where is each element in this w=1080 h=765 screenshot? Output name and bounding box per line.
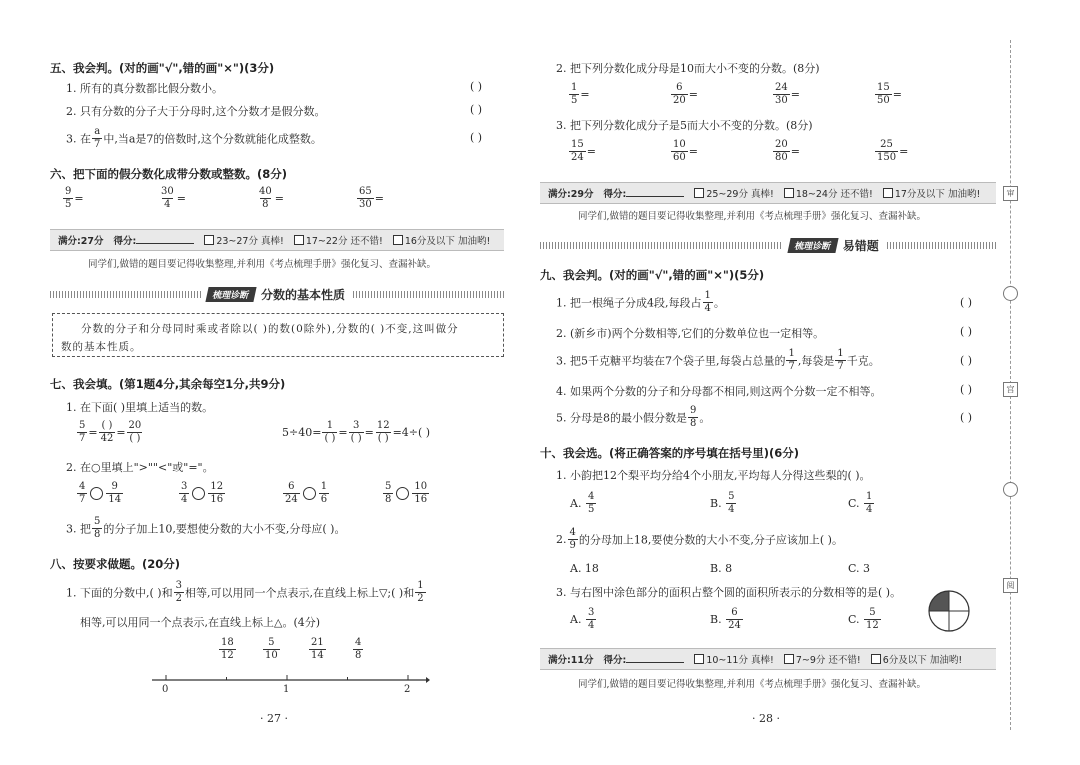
r-q3-frac-2: $\frac{10}{60}$ = (673, 139, 698, 163)
score-opt-3[interactable]: 16分及以下 加油哟! (393, 233, 490, 247)
diagnosis-banner-right (540, 239, 996, 251)
s7-q1-eq-b: 5÷40= $\frac{1}{( )}$ = $\frac{3}{( )}$ = $\frac{12}{( )}$ =4÷( ) (282, 420, 431, 444)
r-q2-frac-2: $\frac{6}{20}$ = (673, 82, 698, 106)
s6-frac-4: $\frac{65}{30}$ = (359, 186, 384, 210)
number-line-label-0: 0 (162, 684, 169, 695)
s10-q2-opt-b[interactable]: B. 8 (710, 562, 733, 575)
r-q2-heading: 2. 把下列分数化成分母是10而大小不变的分数。(8分) (556, 62, 820, 75)
s5-item-1: 1. 所有的真分数都比假分数小。 (66, 82, 223, 95)
s10-q3-opt-b[interactable]: B. $\frac{6}{24}$ (710, 607, 741, 631)
r-q3-frac-1: $\frac{15}{24}$ = (571, 139, 596, 163)
score-blank[interactable] (136, 233, 194, 244)
page-number-left: · 27 · (260, 712, 288, 725)
s5-item-3: 3. 在 $\frac{a}{7}$ 中,当a是7的倍数时,这个分数就能化成整数。 (66, 126, 322, 150)
s9-item-5: 5. 分母是8的最小假分数是 $\frac{9}{8}$ 。 (556, 405, 711, 429)
s7-q2-pair-4: $\frac{5}{8}$ $\frac{10}{16}$ (385, 481, 428, 505)
s7-q2-pair-3: $\frac{6}{24}$ $\frac{1}{6}$ (285, 481, 328, 505)
s9-item-5-paren[interactable]: ( ) (960, 411, 973, 424)
binding-hole-2 (1003, 482, 1018, 497)
compare-circle[interactable] (396, 487, 409, 500)
number-line (150, 672, 430, 696)
s10-q1-opt-b[interactable]: B. $\frac{5}{4}$ (710, 491, 735, 515)
score-got: 得分: (603, 189, 627, 200)
score-opt-1[interactable]: 23~27分 真棒! (204, 233, 283, 247)
score-opt-3[interactable]: 6分及以下 加油哟! (871, 652, 962, 666)
binding-mark-2: 宫 (1003, 382, 1018, 397)
note-right-1: 同学们,做错的题目要记得收集整理,并利用《考点梳理手册》强化复习、查漏补缺。 (578, 211, 927, 222)
score-opt-2[interactable]: 17~22分 还不错! (294, 233, 383, 247)
s10-q3-opt-a[interactable]: A. $\frac{3}{4}$ (570, 607, 595, 631)
s9-item-2: 2. (新乡市)两个分数相等,它们的分数单位也一定相等。 (556, 327, 825, 340)
section-7-heading: 七、我会填。(第1题4分,其余每空1分,共9分) (50, 377, 286, 391)
r-q2-frac-1: $\frac{1}{5}$ = (571, 82, 590, 106)
s7-q2-pair-1: $\frac{4}{7}$ $\frac{9}{14}$ (79, 481, 122, 505)
s9-item-3-paren[interactable]: ( ) (960, 354, 973, 367)
s8-q1-line-2: 相等,可以用同一个点表示,在直线上标上△。(4分) (80, 616, 321, 629)
score-bar-right-1 (540, 182, 996, 204)
binding-hole-1 (1003, 286, 1018, 301)
section-10-heading: 十、我会选。(将正确答案的序号填在括号里)(6分) (540, 446, 800, 460)
section-6-heading: 六、把下面的假分数化成带分数或整数。(8分) (50, 167, 288, 181)
r-q2-frac-3: $\frac{24}{30}$ = (775, 82, 800, 106)
s10-q2: 2. $\frac{4}{9}$ 的分母加上18,要使分数的大小不变,分子应该加上( )。 (556, 527, 843, 551)
s8-frac-4: $\frac{4}{8}$ (355, 637, 362, 661)
s8-frac-1: $\frac{18}{12}$ (221, 637, 234, 661)
compare-circle[interactable] (192, 487, 205, 500)
score-bar-right-2 (540, 648, 996, 670)
definition-line-1: 分数的分子和分母同时乘或者除以( )的数(0除外),分数的( )不变,这叫做分 (81, 323, 459, 335)
s9-item-3: 3. 把5千克糖平均装在7个袋子里,每袋占总量的 $\frac{1}{7}$ ,每袋是 $\frac{1}{7}$ 千克。 (556, 348, 880, 372)
compare-circle[interactable] (303, 487, 316, 500)
score-got: 得分: (603, 655, 627, 666)
compare-circle[interactable] (90, 487, 103, 500)
diagnosis-tag: 梳理诊断 (205, 287, 256, 302)
r-q3-frac-4: $\frac{25}{150}$ = (877, 139, 909, 163)
score-bar-left (50, 229, 504, 251)
s9-item-2-paren[interactable]: ( ) (960, 325, 973, 338)
s10-q2-opt-c[interactable]: C. 3 (848, 562, 871, 575)
score-opt-2[interactable]: 7~9分 还不错! (784, 652, 861, 666)
s6-frac-1: $\frac{9}{5}$ = (65, 186, 84, 210)
score-opt-3[interactable]: 17分及以下 加油哟! (883, 186, 980, 200)
quartered-circle-figure (927, 589, 971, 633)
s10-q2-opt-a[interactable]: A. 18 (570, 562, 599, 575)
page-number-right: · 28 · (752, 712, 780, 725)
s8-frac-2: $\frac{5}{10}$ (265, 637, 278, 661)
s9-item-1: 1. 把一根绳子分成4段,每段占 $\frac{1}{4}$ 。 (556, 290, 725, 314)
score-blank[interactable] (626, 652, 684, 663)
s10-q3: 3. 与右图中涂色部分的面积占整个圆的面积所表示的分数相等的是( )。 (556, 586, 902, 599)
s7-q1: 1. 在下面( )里填上适当的数。 (66, 401, 214, 414)
score-blank[interactable] (626, 186, 684, 197)
note-left: 同学们,做错的题目要记得收集整理,并利用《考点梳理手册》强化复习、查漏补缺。 (88, 259, 437, 270)
definition-box (52, 313, 504, 357)
s9-item-4-paren[interactable]: ( ) (960, 383, 973, 396)
section-8-heading: 八、按要求做题。(20分) (50, 557, 181, 571)
score-opt-2[interactable]: 18~24分 还不错! (784, 186, 873, 200)
binding-mark-1: 审 (1003, 186, 1018, 201)
section-5-heading: 五、我会判。(对的画"√",错的画"×")(3分) (50, 61, 275, 75)
s10-q1-opt-c[interactable]: C. $\frac{1}{4}$ (848, 491, 873, 515)
diagnosis-title: 分数的基本性质 (261, 287, 346, 302)
s7-q1-eq-a: $\frac{5}{7}$ = $\frac{( )}{42}$ = $\frac{20}{( )}$ (79, 420, 142, 444)
score-got: 得分: (113, 236, 137, 247)
note-right-2: 同学们,做错的题目要记得收集整理,并利用《考点梳理手册》强化复习、查漏补缺。 (578, 679, 927, 690)
r-q2-frac-4: $\frac{15}{50}$ = (877, 82, 902, 106)
s6-frac-3: $\frac{40}{8}$ = (259, 186, 284, 210)
s5-item-2-paren[interactable]: ( ) (470, 103, 483, 116)
score-full: 满分:29分 (548, 189, 594, 200)
s10-q1-opt-a[interactable]: A. $\frac{4}{5}$ (570, 491, 595, 515)
diagnosis-banner-left (50, 288, 504, 300)
s7-q2-pair-2: $\frac{3}{4}$ $\frac{12}{16}$ (181, 481, 224, 505)
score-opt-1[interactable]: 25~29分 真棒! (694, 186, 773, 200)
score-full: 满分:11分 (548, 655, 594, 666)
s9-item-1-paren[interactable]: ( ) (960, 296, 973, 309)
s5-item-2: 2. 只有分数的分子大于分母时,这个分数才是假分数。 (66, 105, 326, 118)
diagnosis-tag: 梳理诊断 (787, 238, 838, 253)
score-opt-1[interactable]: 10~11分 真棒! (694, 652, 773, 666)
r-q3-heading: 3. 把下列分数化成分子是5而大小不变的分数。(8分) (556, 119, 813, 132)
definition-line-2: 数的基本性质。 (61, 341, 142, 353)
score-full: 满分:27分 (58, 236, 104, 247)
s10-q1: 1. 小韵把12个梨平均分给4个小朋友,平均每人分得这些梨的( )。 (556, 469, 871, 482)
binding-mark-3: 阅 (1003, 578, 1018, 593)
r-q3-frac-3: $\frac{20}{80}$ = (775, 139, 800, 163)
s8-frac-3: $\frac{21}{14}$ (311, 637, 324, 661)
diagnosis-title: 易错题 (842, 238, 879, 253)
section-9-heading: 九、我会判。(对的画"√",错的画"×")(5分) (540, 268, 765, 282)
s5-item-3-paren[interactable]: ( ) (470, 131, 483, 144)
s7-q3: 3. 把 $\frac{5}{8}$ 的分子加上10,要想使分数的大小不变,分母应( )。 (66, 516, 346, 540)
s7-q2: 2. 在○里填上">""<"或"="。 (66, 461, 214, 474)
s10-q3-opt-c[interactable]: C. $\frac{5}{12}$ (848, 607, 879, 631)
number-line-label-1: 1 (283, 684, 290, 695)
s8-q1-line-1: 1. 下面的分数中,( )和 $\frac{3}{2}$ 相等,可以用同一个点表示,在直线上标上▽;( )和 $\frac{1}{2}$ (66, 580, 424, 604)
s6-frac-2: $\frac{30}{4}$ = (161, 186, 186, 210)
number-line-label-2: 2 (404, 684, 411, 695)
s9-item-4: 4. 如果两个分数的分子和分母都不相同,则这两个分数一定不相等。 (556, 385, 882, 398)
s5-item-1-paren[interactable]: ( ) (470, 80, 483, 93)
